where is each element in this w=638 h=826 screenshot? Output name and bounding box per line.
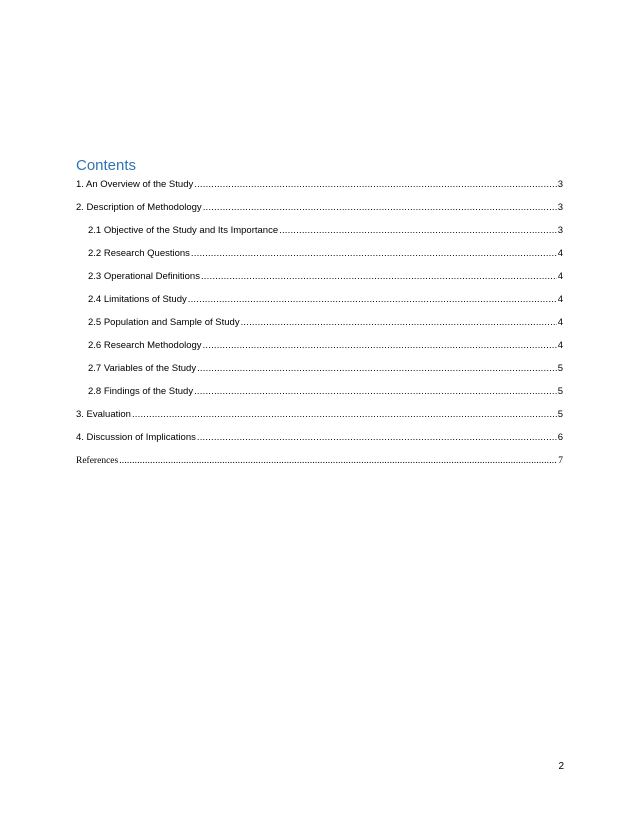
toc-dot-leader [188,291,557,309]
table-of-contents [76,176,563,475]
toc-entry-page: 5 [557,409,563,420]
toc-entry-text: 1. An Overview of the Study [76,179,194,190]
page-number: 2 [558,761,564,772]
toc-entry-page: 4 [557,271,563,282]
toc-dot-leader [132,406,557,424]
toc-dot-leader [194,176,556,194]
toc-entry-methodology[interactable] [76,199,563,222]
toc-entry-evaluation[interactable] [76,406,563,429]
toc-entry-text: 4. Discussion of Implications [76,432,196,443]
toc-entry-research-methodology[interactable] [76,337,563,360]
toc-dot-leader [191,245,557,263]
toc-entry-page: 4 [557,248,563,259]
toc-entry-text: 2.8 Findings of the Study [88,386,194,397]
toc-entry-page: 3 [557,179,563,190]
toc-dot-leader [119,452,557,470]
toc-entry-text: 2.5 Population and Sample of Study [88,317,240,328]
toc-entry-text: 2.4 Limitations of Study [88,294,187,305]
toc-entry-objective[interactable] [76,222,563,245]
toc-entry-page: 4 [557,294,563,305]
toc-entry-page: 3 [557,202,563,213]
toc-entry-research-questions[interactable] [76,245,563,268]
toc-entry-page: 6 [557,432,563,443]
toc-dot-leader [194,383,557,401]
toc-entry-text: 2. Description of Methodology [76,202,202,213]
toc-entry-page: 5 [557,386,563,397]
toc-dot-leader [203,337,557,355]
toc-entry-text: References [76,456,119,466]
toc-entry-discussion[interactable] [76,429,563,452]
toc-dot-leader [279,222,557,240]
toc-entry-text: 2.3 Operational Definitions [88,271,200,282]
toc-dot-leader [197,360,557,378]
toc-entry-page: 4 [557,317,563,328]
toc-entry-operational-definitions[interactable] [76,268,563,291]
toc-dot-leader [201,268,557,286]
toc-entry-findings[interactable] [76,383,563,406]
toc-entry-limitations[interactable] [76,291,563,314]
toc-dot-leader [197,429,557,447]
page-title: Contents [76,157,137,174]
toc-entry-text: 2.2 Research Questions [88,248,190,259]
toc-entry-population-sample[interactable] [76,314,563,337]
toc-dot-leader [241,314,557,332]
toc-entry-overview[interactable] [76,176,563,199]
toc-entry-text: 2.1 Objective of the Study and Its Importance [88,225,279,236]
toc-entry-text: 2.6 Research Methodology [88,340,202,351]
toc-entry-page: 4 [557,340,563,351]
toc-entry-variables[interactable] [76,360,563,383]
toc-entry-page: 5 [557,363,563,374]
toc-entry-text: 2.7 Variables of the Study [88,363,197,374]
toc-entry-text: 3. Evaluation [76,409,131,420]
toc-dot-leader [203,199,557,217]
toc-entry-page: 7 [558,456,563,466]
toc-entry-page: 3 [557,225,563,236]
toc-entry-references[interactable] [76,452,563,475]
